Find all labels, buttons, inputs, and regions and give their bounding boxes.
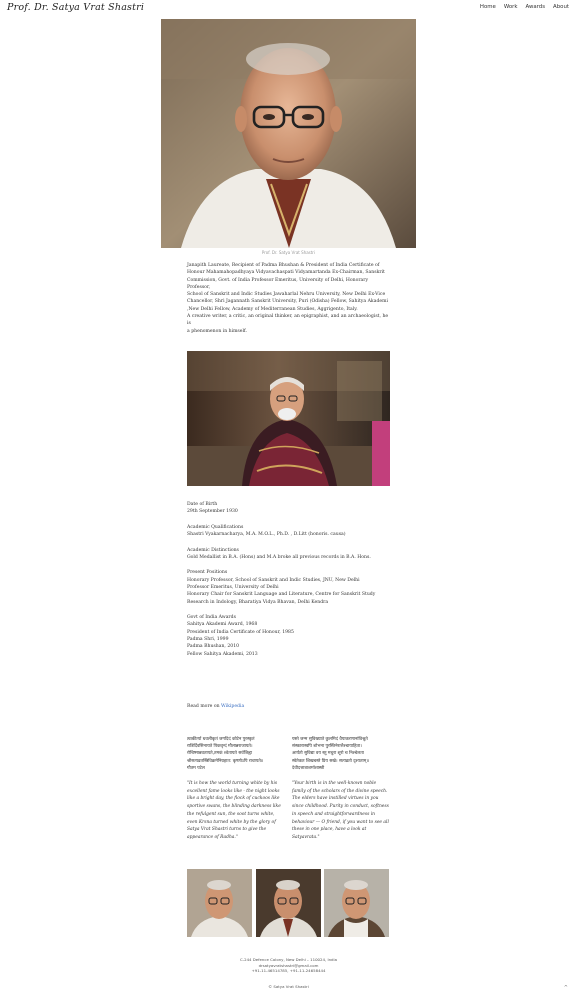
section-heading: Academic Qualifications [187, 524, 244, 530]
verse-author: देवीदत्तात्राशर्माशास्त्री [292, 765, 325, 771]
section-line: Padma Shri, 1999 [187, 636, 229, 642]
section-line: Padma Bhushan, 2010 [187, 644, 240, 650]
section-line: 29th September 1930 [187, 509, 238, 515]
nav-work[interactable]: Work [503, 4, 518, 10]
nav-awards[interactable]: Awards [525, 4, 546, 10]
quote-column-right [292, 736, 390, 842]
section-heading: Present Positions [187, 570, 228, 576]
verse-line: रात्रिर्दिवसिनायते पिकवृन्दं मौलान्नराजायते। [187, 744, 253, 750]
scroll-to-top-icon[interactable]: ^ [563, 985, 568, 991]
quote-column-left [187, 736, 285, 842]
section-line: Sahitya Akademi Award, 1968 [187, 622, 258, 628]
footer-contact [0, 957, 577, 974]
bio-line: a phenomenon in himself. [187, 328, 247, 334]
bio-line: A creative writer, a critic, an original thinker, an epigraphist, and an archaeologist, he is [187, 314, 389, 327]
seated-portrait-photo [187, 351, 390, 486]
details-section [187, 524, 390, 539]
section-line: Fellow Sahitya Akademi, 2013 [187, 651, 258, 657]
section-line: Professor Emeritus, University of Delhi [187, 584, 279, 590]
read-more [187, 703, 390, 710]
bio-line: Honour Mahamahopadhyaya Vidyavachaspati Vidyamartanda Ex-Chairman, Sanskrit [187, 270, 385, 276]
bio-line: ,New Delhi Fellow, Academy of Mediterranean Studies, Aggrigento, Italy. [187, 306, 358, 312]
site-title[interactable]: Prof. Dr. Satya Vrat Shastri [7, 2, 145, 13]
copyright: © Satya Vrat Shastri [268, 984, 309, 989]
bio-line: Commission, Govt. of India Professor Emeritus, University of Delhi, Honorary Professor, [187, 277, 369, 290]
nav-about[interactable]: About [553, 4, 569, 10]
bio-line: School of Sanskrit and Indic Studies Jawaharlal Nehru University, New Delhi Ex-Vice [187, 292, 386, 298]
verse-line: रोचिष्मान्नवतायते,तमकं श्वेतायते सर्वजिह्वा [187, 751, 253, 757]
verse-line: यस्ते जन्म सुविख्याते कुलमिदं वैयाकरणानांविश्रुते [292, 737, 368, 742]
read-more-text: Read more on [187, 704, 220, 709]
section-line: Research in Indology, Bharatiya Vidya Bhavan, Delhi Kendra [187, 599, 329, 605]
section-line: Shastri Vyakarnacharya, M.A. M.O.L., Ph.D. , D.Litt (honoris. causa) [187, 532, 346, 538]
section-line: Gold Medallist in B.A. (Hons) and M.A broke all previous records in B.A. Hons. [187, 554, 371, 560]
sanskrit-verse [292, 736, 390, 772]
portrait-thumbnail[interactable] [324, 869, 389, 937]
top-nav [480, 4, 569, 10]
verse-line: संस्कारास्वपि शोभना पुरस्तिनेरात्तैश्चायाहिता। [292, 744, 362, 750]
hero-portrait-photo [161, 19, 416, 248]
sanskrit-verse [187, 736, 285, 772]
section-heading: Date of Birth [187, 502, 218, 507]
section-line: Honorary Chair for Sanskrit Language and Literature, Centre for Sanskrit Study [187, 592, 376, 598]
footer-email[interactable]: drsatyavratshastri@gmail.com [258, 962, 319, 968]
section-line: President of India Certificate of Honour, 1985 [187, 629, 294, 635]
verse-line: स्वेतेकत शिखबस्ते प्रिय सखे। सत्यव्रतो दृश्यताम्॥ [292, 758, 369, 764]
details-section [187, 614, 390, 658]
portrait-thumbnail[interactable] [187, 869, 252, 937]
hero-caption: Prof. Dr. Satya Vrat Shastri [261, 250, 316, 255]
verse-line: त्वत्कीर्त्या धवलीकृतं जगदिदं कोटेन पुरस्कृतं [187, 737, 255, 742]
verse-line: श्रीसत्यव्रतस्त्रिविक्रमेनिग्रहात: कृष्णोऽपि राधायते॥ [187, 758, 264, 764]
details-section [187, 569, 390, 605]
verse-author: गौतम पटेल [187, 765, 205, 771]
bio-line: Janapith Laureate, Recipient of Padma Bhushan & President of India Certificate of [187, 263, 380, 268]
section-heading: Academic Distinctions [187, 547, 239, 553]
verse-line: आर्यतो सुविद्या वय स्तु मधुरा शूरो च निश्चेलता [292, 751, 364, 757]
footer-phone: +91-11-46514785, +91-11-24658444 [251, 968, 326, 974]
wikipedia-link[interactable]: Wikipedia [221, 704, 245, 709]
bio-line: Chancellor, Shri Jagannath Sanskrit University, Puri (Odisha) Fellow, Sahitya Akademi [187, 299, 388, 305]
footer-address: C-244 Defence Colony, New Delhi – 110024, India [239, 957, 337, 962]
details-section [187, 501, 390, 516]
details-section [187, 547, 390, 562]
english-translation: "It is how the world turning white by his excellent fame looks like - the night looks like a bright day, the flock of cuckoos like sportive swans, the blinding darkness like the refulgent sun, the soot turns white, even Krsna turned white by the glory of Satya Vrat Shastri turns to give the appearance of Radha." [187, 781, 281, 840]
details-list [187, 501, 390, 666]
section-line: Honorary Professor, School of Sanskrit and Indic Studies, JNU, New Delhi [187, 577, 360, 583]
bio-paragraph [187, 262, 390, 335]
nav-home[interactable]: Home [479, 4, 496, 10]
english-translation: "Your birth is in the well-known noble family of the scholars of the divine speech. The elders have instilled virtues in you since childhood. Purity in conduct, softness in speech and straightforwardness in behaviour — O friend, if you want to see all these in one place, have a look at Satyavrata." [292, 781, 389, 840]
portrait-thumbnail[interactable] [256, 869, 321, 937]
section-heading: Govt of India Awards [187, 615, 236, 621]
